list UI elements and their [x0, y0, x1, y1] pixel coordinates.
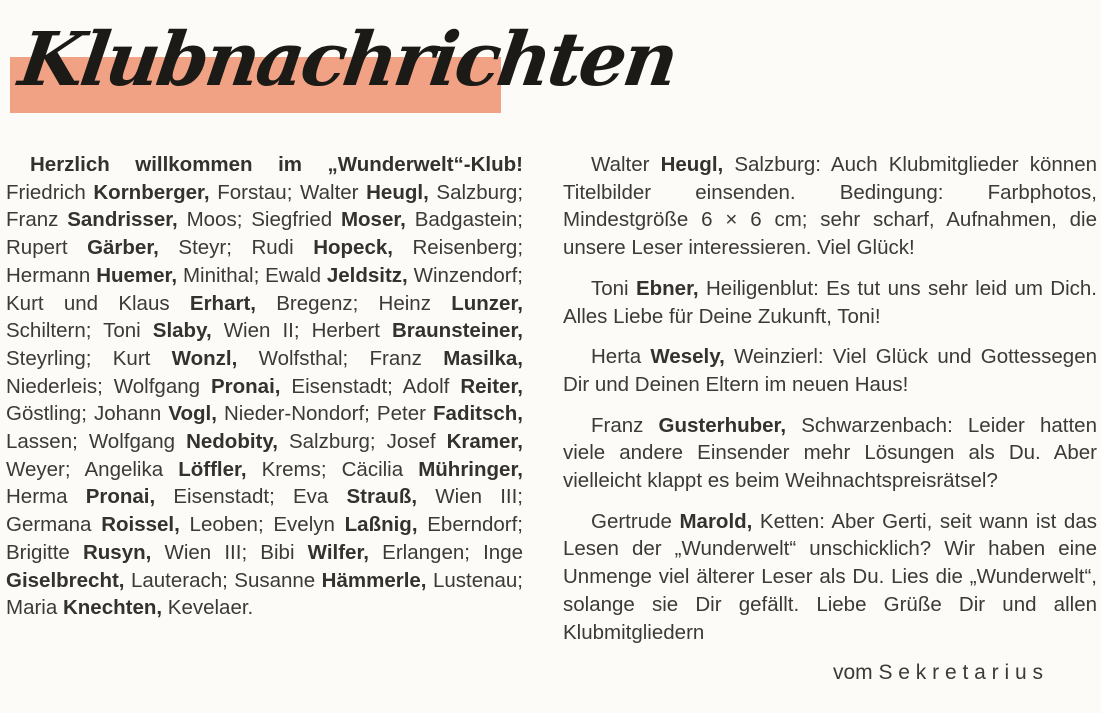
member-name: Strauß,	[346, 485, 418, 509]
member-name: Hopeck,	[313, 236, 393, 260]
right-column	[563, 151, 1097, 687]
text-run: Weyer; Angelika	[6, 457, 179, 481]
text-run: Erlangen; Inge	[369, 540, 523, 564]
text-run: Moos; Siegfried	[177, 208, 341, 232]
text-run: Leoben; Evelyn	[179, 513, 345, 537]
member-name: Pronai,	[210, 374, 281, 398]
text-run: Salzburg; Josef	[277, 430, 447, 454]
text-run: Badgastein; Rupert	[6, 208, 523, 260]
member-name: Masilka,	[443, 346, 523, 370]
club-replies	[563, 151, 1097, 646]
text-run: Lustenau; Maria	[6, 568, 523, 620]
text-run: Lauterach; Susanne	[124, 568, 322, 592]
text-run: Göstling; Johann	[6, 402, 169, 426]
reply-paragraph	[563, 343, 1097, 398]
text-run: Eisenstadt; Adolf	[280, 374, 461, 398]
member-name: Marold,	[679, 509, 753, 533]
member-name: Moser,	[340, 208, 406, 232]
member-name: Kramer,	[446, 430, 523, 454]
text-run: Gertrude	[591, 509, 680, 533]
text-run: Krems; Cäcilia	[246, 457, 419, 481]
reply-paragraph	[563, 151, 1097, 262]
text-run: Eberndorf; Brigitte	[6, 513, 523, 564]
signature-line: vom S e k r e t a r i u s	[832, 661, 1043, 685]
welcome-heading: Herzlich willkommen im „Wunderwelt“-Klub!	[30, 153, 523, 176]
text-run: Schiltern; Toni	[6, 319, 153, 343]
member-name: Vogl,	[168, 402, 217, 426]
text-run: Niederleis; Wolfgang	[6, 374, 211, 398]
text-run: Salzburg: Auch Klubmitglieder können Titelbilder einsenden. Bedingung: Farbphotos, Mindestgröße 6 × 6 cm; sehr scharf, Aufnahmen, die unsere Leser interessieren. Viel Glück!	[563, 153, 1097, 260]
reply-paragraph	[563, 508, 1097, 647]
text-run: Friedrich	[6, 180, 94, 204]
member-name: Löffler,	[178, 457, 247, 481]
text-run: Herma	[6, 485, 86, 509]
text-run: Forstau; Walter	[209, 180, 367, 204]
text-run: Wien II; Herbert	[211, 319, 392, 343]
text-run: Steyr; Rudi	[158, 236, 314, 260]
text-run: Ketten: Aber Gerti, seit wann ist das Lesen der „Wunderwelt“ unschicklich? Wir haben eine Unmenge viel älterer Leser als Du. Lies die „Wunderwelt“, solange sie Dir gefällt. Liebe Grüße Dir und allen Klubmitgliedern	[563, 509, 1097, 644]
left-column	[6, 151, 523, 622]
member-name: Pronai,	[85, 485, 156, 509]
member-name: Roissel,	[101, 513, 180, 537]
text-run: Franz	[591, 413, 659, 437]
member-list	[6, 179, 523, 622]
member-name: Heugl,	[366, 180, 429, 204]
text-run: Weinzierl: Viel Glück und Gottessegen Dir und Deinen Eltern im neuen Haus!	[563, 345, 1097, 396]
member-name: Wesely,	[650, 345, 725, 369]
member-name: Gusterhuber,	[658, 413, 787, 437]
text-run: Eisenstadt; Eva	[155, 485, 347, 509]
member-name: Ebner,	[635, 276, 699, 300]
member-name: Jeldsitz,	[326, 263, 408, 287]
page-title: Klubnachrichten	[14, 17, 681, 103]
text-run: Wien III; Germana	[6, 485, 523, 537]
text-run: Winzendorf; Kurt und Klaus	[6, 263, 523, 315]
member-name: Mühringer,	[418, 457, 523, 481]
member-name: Slaby,	[152, 319, 212, 343]
text-run: Steyrling; Kurt	[6, 346, 172, 370]
text-run: Reisenberg; Hermann	[6, 236, 524, 287]
reply-paragraph	[563, 275, 1097, 330]
member-name: Braunsteiner,	[391, 319, 523, 343]
text-run: Kevelaer.	[162, 596, 254, 620]
member-name: Huemer,	[96, 263, 178, 287]
masthead	[10, 17, 681, 119]
member-name: Wonzl,	[171, 346, 238, 370]
text-run: Walter	[591, 153, 661, 176]
member-name: Giselbrecht,	[6, 568, 125, 592]
text-run: Minithal; Ewald	[177, 263, 327, 287]
text-run: Schwarzenbach: Leider hatten viele andere Einsender mehr Lösungen als Du. Aber vielleicht klappt es beim Weihnachtspreisrätsel?	[563, 413, 1097, 493]
member-name: Lunzer,	[451, 291, 523, 315]
member-name: Heugl,	[660, 153, 724, 176]
text-run: Heiligenblut: Es tut uns sehr leid um Dich. Alles Liebe für Deine Zukunft, Toni!	[563, 276, 1097, 328]
member-name: Laßnig,	[344, 513, 418, 537]
member-name: Faditsch,	[433, 402, 524, 426]
member-name: Hämmerle,	[321, 568, 427, 592]
text-run: Nieder-Nondorf; Peter	[216, 402, 434, 426]
reply-paragraph	[563, 412, 1097, 495]
member-name: Nedobity,	[186, 430, 278, 454]
member-name: Wilfer,	[307, 540, 370, 564]
member-name: Reiter,	[460, 374, 523, 398]
text-run: Salzburg; Franz	[6, 180, 524, 232]
member-name: Erhart,	[189, 291, 256, 315]
text-run: Wien III; Bibi	[151, 540, 308, 564]
member-name: Kornberger,	[93, 180, 210, 204]
member-name: Rusyn,	[82, 540, 152, 564]
text-run: Toni	[591, 276, 636, 300]
text-run: Wolfsthal; Franz	[237, 346, 444, 370]
text-run: Herta	[591, 345, 651, 369]
member-name: Sandrisser,	[67, 208, 178, 232]
text-run: Bregenz; Heinz	[255, 291, 452, 315]
member-name: Gärber,	[87, 236, 159, 260]
member-name: Knechten,	[62, 596, 163, 620]
text-run: Lassen; Wolfgang	[6, 430, 187, 454]
